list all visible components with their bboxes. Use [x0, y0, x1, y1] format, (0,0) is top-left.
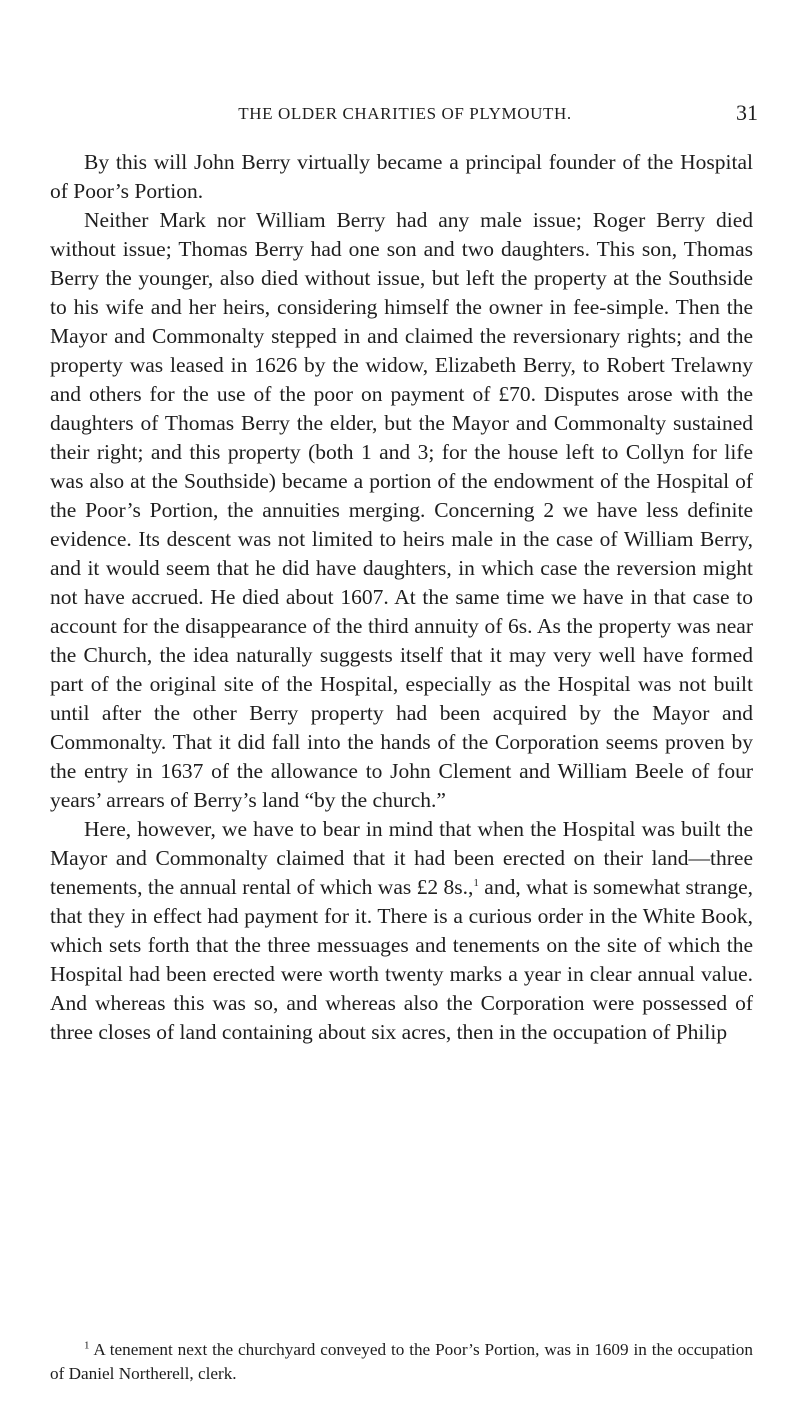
running-head	[52, 100, 758, 128]
paragraph-text: and, what is somewhat strange, that they in effect had payment for it. There is a curious order in the White Book, which sets forth that the three messuages and tenements on the site of which the Hospital had been erected were worth twenty marks a year in clear annual value. And whereas this was so, and whereas also the Corporation were possessed of three closes of land containing about six acres, then in the occupation of Philip	[50, 875, 753, 1044]
footnote	[50, 1338, 753, 1386]
page-number: 31	[736, 100, 758, 125]
paragraph-text: Here, however, we have to bear in mind that when the Hospital was built the Mayor and Commonalty claimed that it had been erected on their land—three tenements, the annual rental of which was £2 8s.,	[50, 817, 753, 899]
paragraph	[50, 815, 753, 1047]
body-text	[50, 148, 753, 1047]
running-title: THE OLDER CHARITIES OF PLYMOUTH.	[238, 104, 572, 123]
footnote-marker: 1	[84, 1339, 90, 1352]
paragraph: By this will John Berry virtually became a principal founder of the Hospital of Poor’s Portion.	[50, 150, 753, 203]
footnote-text: A tenement next the churchyard conveyed to the Poor’s Portion, was in 1609 in the occupation of Daniel Northerell, clerk.	[50, 1340, 753, 1383]
footnote-reference: 1	[473, 876, 479, 889]
paragraph: Neither Mark nor William Berry had any male issue; Roger Berry died without issue; Thomas Berry had one son and two daughters. This son, Thomas Berry the younger, also died without issue, but left the property at the Southside to his wife and her heirs, considering himself the owner in fee-simple. Then the Mayor and Commonalty stepped in and claimed the reversionary rights; and the property was leased in 1626 by the widow, Elizabeth Berry, to Robert Trelawny and others for the use of the poor on payment of £70. Disputes arose with the daughters of Thomas Berry the elder, but the Mayor and Commonalty sustained their right; and this property (both 1 and 3; for the house left to Collyn for life was also at the Southside) became a portion of the endowment of the Hospital of the Poor’s Portion, the annuities merging. Concerning 2 we have less definite evidence. Its descent was not limited to heirs male in the case of William Berry, and it would seem that he did have daughters, in which case the reversion might not have accrued. He died about 1607. At the same time we have in that case to account for the disappearance of the third annuity of 6s. As the property was near the Church, the idea naturally suggests itself that it may very well have formed part of the original site of the Hospital, especially as the Hospital was not built until after the other Berry property had been acquired by the Mayor and Commonalty. That it did fall into the hands of the Corporation seems proven by the entry in 1637 of the allowance to John Clement and William Beele of four years’ arrears of Berry’s land “by the church.”	[50, 208, 753, 812]
